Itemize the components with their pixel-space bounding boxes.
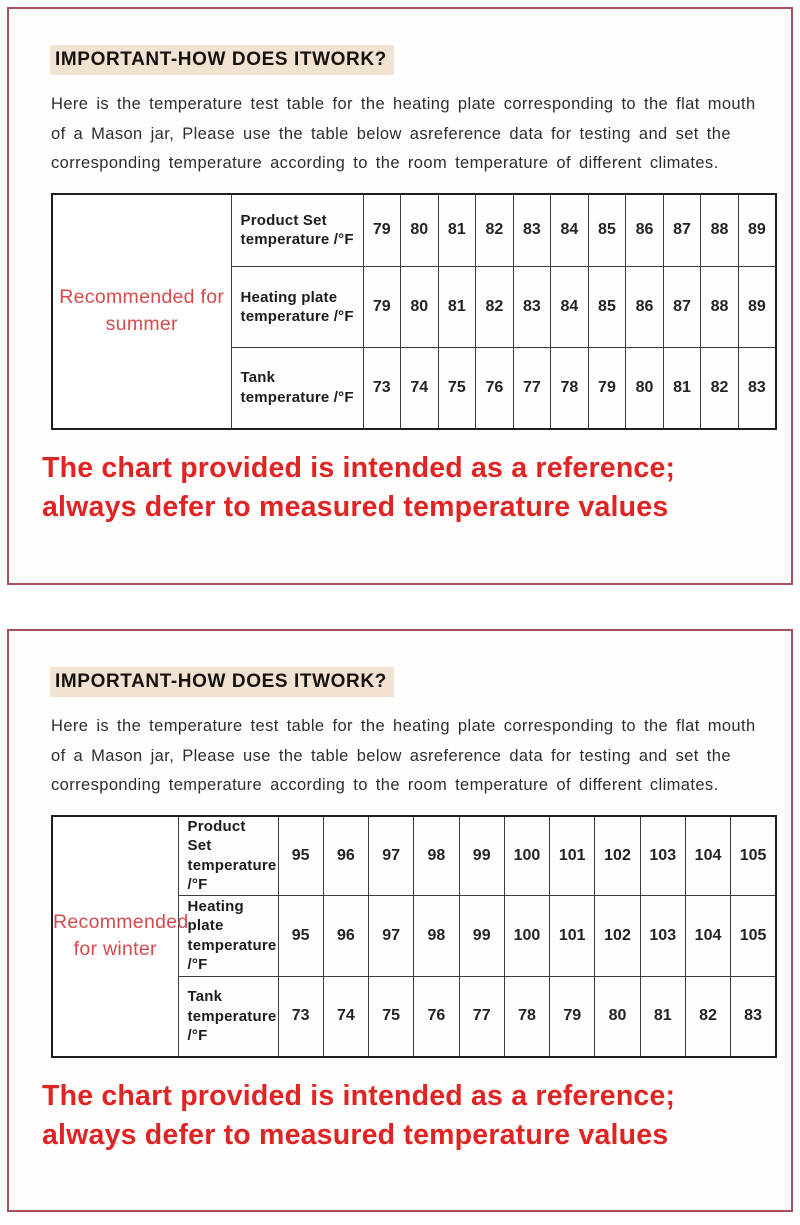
- temperature-value-cell: 81: [663, 348, 701, 429]
- row-label-tank: Tank temperature /°F: [178, 976, 278, 1057]
- row-label-product-set: Product Set temperature /°F: [231, 194, 363, 267]
- temperature-value-cell: 81: [438, 267, 476, 348]
- temperature-value-cell: 103: [640, 816, 685, 896]
- temperature-value-cell: 83: [513, 267, 551, 348]
- recommendation-cell: Recommended for winter: [52, 816, 178, 1058]
- heading-row: [50, 45, 775, 75]
- temperature-value-cell: 76: [476, 348, 514, 429]
- temperature-value-cell: 86: [626, 194, 664, 267]
- temperature-value-cell: 79: [363, 267, 401, 348]
- temperature-value-cell: 81: [640, 976, 685, 1057]
- temperature-value-cell: 100: [504, 816, 549, 896]
- reference-note-line2: always defer to measured temperature values: [42, 490, 669, 523]
- temperature-value-cell: 99: [459, 816, 504, 896]
- info-panel-summer: [7, 7, 793, 585]
- temperature-value-cell: 97: [369, 895, 414, 976]
- temperature-value-cell: 84: [551, 194, 589, 267]
- temperature-value-cell: 103: [640, 895, 685, 976]
- panel-heading: IMPORTANT-HOW DOES ITWORK?: [50, 45, 394, 75]
- temperature-value-cell: 74: [323, 976, 368, 1057]
- temperature-value-cell: 77: [459, 976, 504, 1057]
- temperature-table-winter: [51, 815, 777, 1059]
- temperature-value-cell: 83: [731, 976, 776, 1057]
- temperature-value-cell: 101: [550, 895, 595, 976]
- temperature-value-cell: 83: [738, 348, 776, 429]
- temperature-value-cell: 97: [369, 816, 414, 896]
- temperature-value-cell: 75: [438, 348, 476, 429]
- temperature-value-cell: 104: [685, 816, 730, 896]
- temperature-value-cell: 101: [550, 816, 595, 896]
- temperature-value-cell: 88: [701, 267, 739, 348]
- temperature-value-cell: 98: [414, 816, 459, 896]
- temperature-value-cell: 98: [414, 895, 459, 976]
- temperature-value-cell: 100: [504, 895, 549, 976]
- temperature-value-cell: 74: [401, 348, 439, 429]
- row-label-heating-plate: Heating plate temperature /°F: [231, 267, 363, 348]
- instruction-paragraph: Here is the temperature test table for the heating plate corresponding to the flat mouth of a Mason jar, Please use the table below asreference data for testing and set the corresponding temperature according to the room temperature of different climates.: [51, 95, 756, 172]
- row-label-heating-plate: Heating plate temperature /°F: [178, 895, 278, 976]
- temperature-value-cell: 102: [595, 895, 640, 976]
- temperature-value-cell: 81: [438, 194, 476, 267]
- temperature-value-cell: 88: [701, 194, 739, 267]
- temperature-value-cell: 82: [701, 348, 739, 429]
- temperature-value-cell: 86: [626, 267, 664, 348]
- temperature-value-cell: 80: [401, 194, 439, 267]
- temperature-value-cell: 95: [278, 816, 323, 896]
- reference-note: [42, 449, 775, 527]
- recommendation-cell: Recommended for summer: [52, 194, 231, 429]
- heading-row: [50, 667, 775, 697]
- temperature-value-cell: 73: [278, 976, 323, 1057]
- temperature-value-cell: 82: [685, 976, 730, 1057]
- temperature-value-cell: 82: [476, 267, 514, 348]
- temperature-value-cell: 85: [588, 267, 626, 348]
- temperature-value-cell: 89: [738, 267, 776, 348]
- reference-note-line1: The chart provided is intended as a reference;: [42, 1080, 676, 1112]
- temperature-value-cell: 89: [738, 194, 776, 267]
- temperature-value-cell: 96: [323, 895, 368, 976]
- temperature-value-cell: 105: [731, 895, 776, 976]
- temperature-value-cell: 104: [685, 895, 730, 976]
- temperature-value-cell: 85: [588, 194, 626, 267]
- temperature-value-cell: 79: [588, 348, 626, 429]
- info-panel-winter: [7, 629, 793, 1212]
- temperature-value-cell: 84: [551, 267, 589, 348]
- reference-note-line2: always defer to measured temperature values: [42, 1119, 669, 1151]
- temperature-value-cell: 78: [551, 348, 589, 429]
- reference-note: [42, 1077, 775, 1155]
- temperature-value-cell: 80: [401, 267, 439, 348]
- temperature-value-cell: 105: [731, 816, 776, 896]
- temperature-value-cell: 78: [504, 976, 549, 1057]
- temperature-value-cell: 80: [595, 976, 640, 1057]
- temperature-table-summer: [51, 193, 777, 430]
- temperature-value-cell: 77: [513, 348, 551, 429]
- temperature-value-cell: 87: [663, 267, 701, 348]
- temperature-value-cell: 96: [323, 816, 368, 896]
- temperature-value-cell: 73: [363, 348, 401, 429]
- panel-heading: IMPORTANT-HOW DOES ITWORK?: [50, 667, 394, 697]
- temperature-value-cell: 99: [459, 895, 504, 976]
- temperature-value-cell: 79: [550, 976, 595, 1057]
- reference-note-line1: The chart provided is intended as a reference;: [42, 451, 676, 484]
- temperature-value-cell: 83: [513, 194, 551, 267]
- row-label-tank: Tank temperature /°F: [231, 348, 363, 429]
- temperature-value-cell: 82: [476, 194, 514, 267]
- temperature-value-cell: 75: [369, 976, 414, 1057]
- instruction-paragraph: Here is the temperature test table for the heating plate corresponding to the flat mouth of a Mason jar, Please use the table below asreference data for testing and set the corresponding temperature according to the room temperature of different climates.: [51, 717, 756, 794]
- temperature-value-cell: 95: [278, 895, 323, 976]
- temperature-value-cell: 87: [663, 194, 701, 267]
- temperature-value-cell: 102: [595, 816, 640, 896]
- temperature-value-cell: 79: [363, 194, 401, 267]
- row-label-product-set: Product Set temperature /°F: [178, 816, 278, 896]
- temperature-value-cell: 76: [414, 976, 459, 1057]
- temperature-value-cell: 80: [626, 348, 664, 429]
